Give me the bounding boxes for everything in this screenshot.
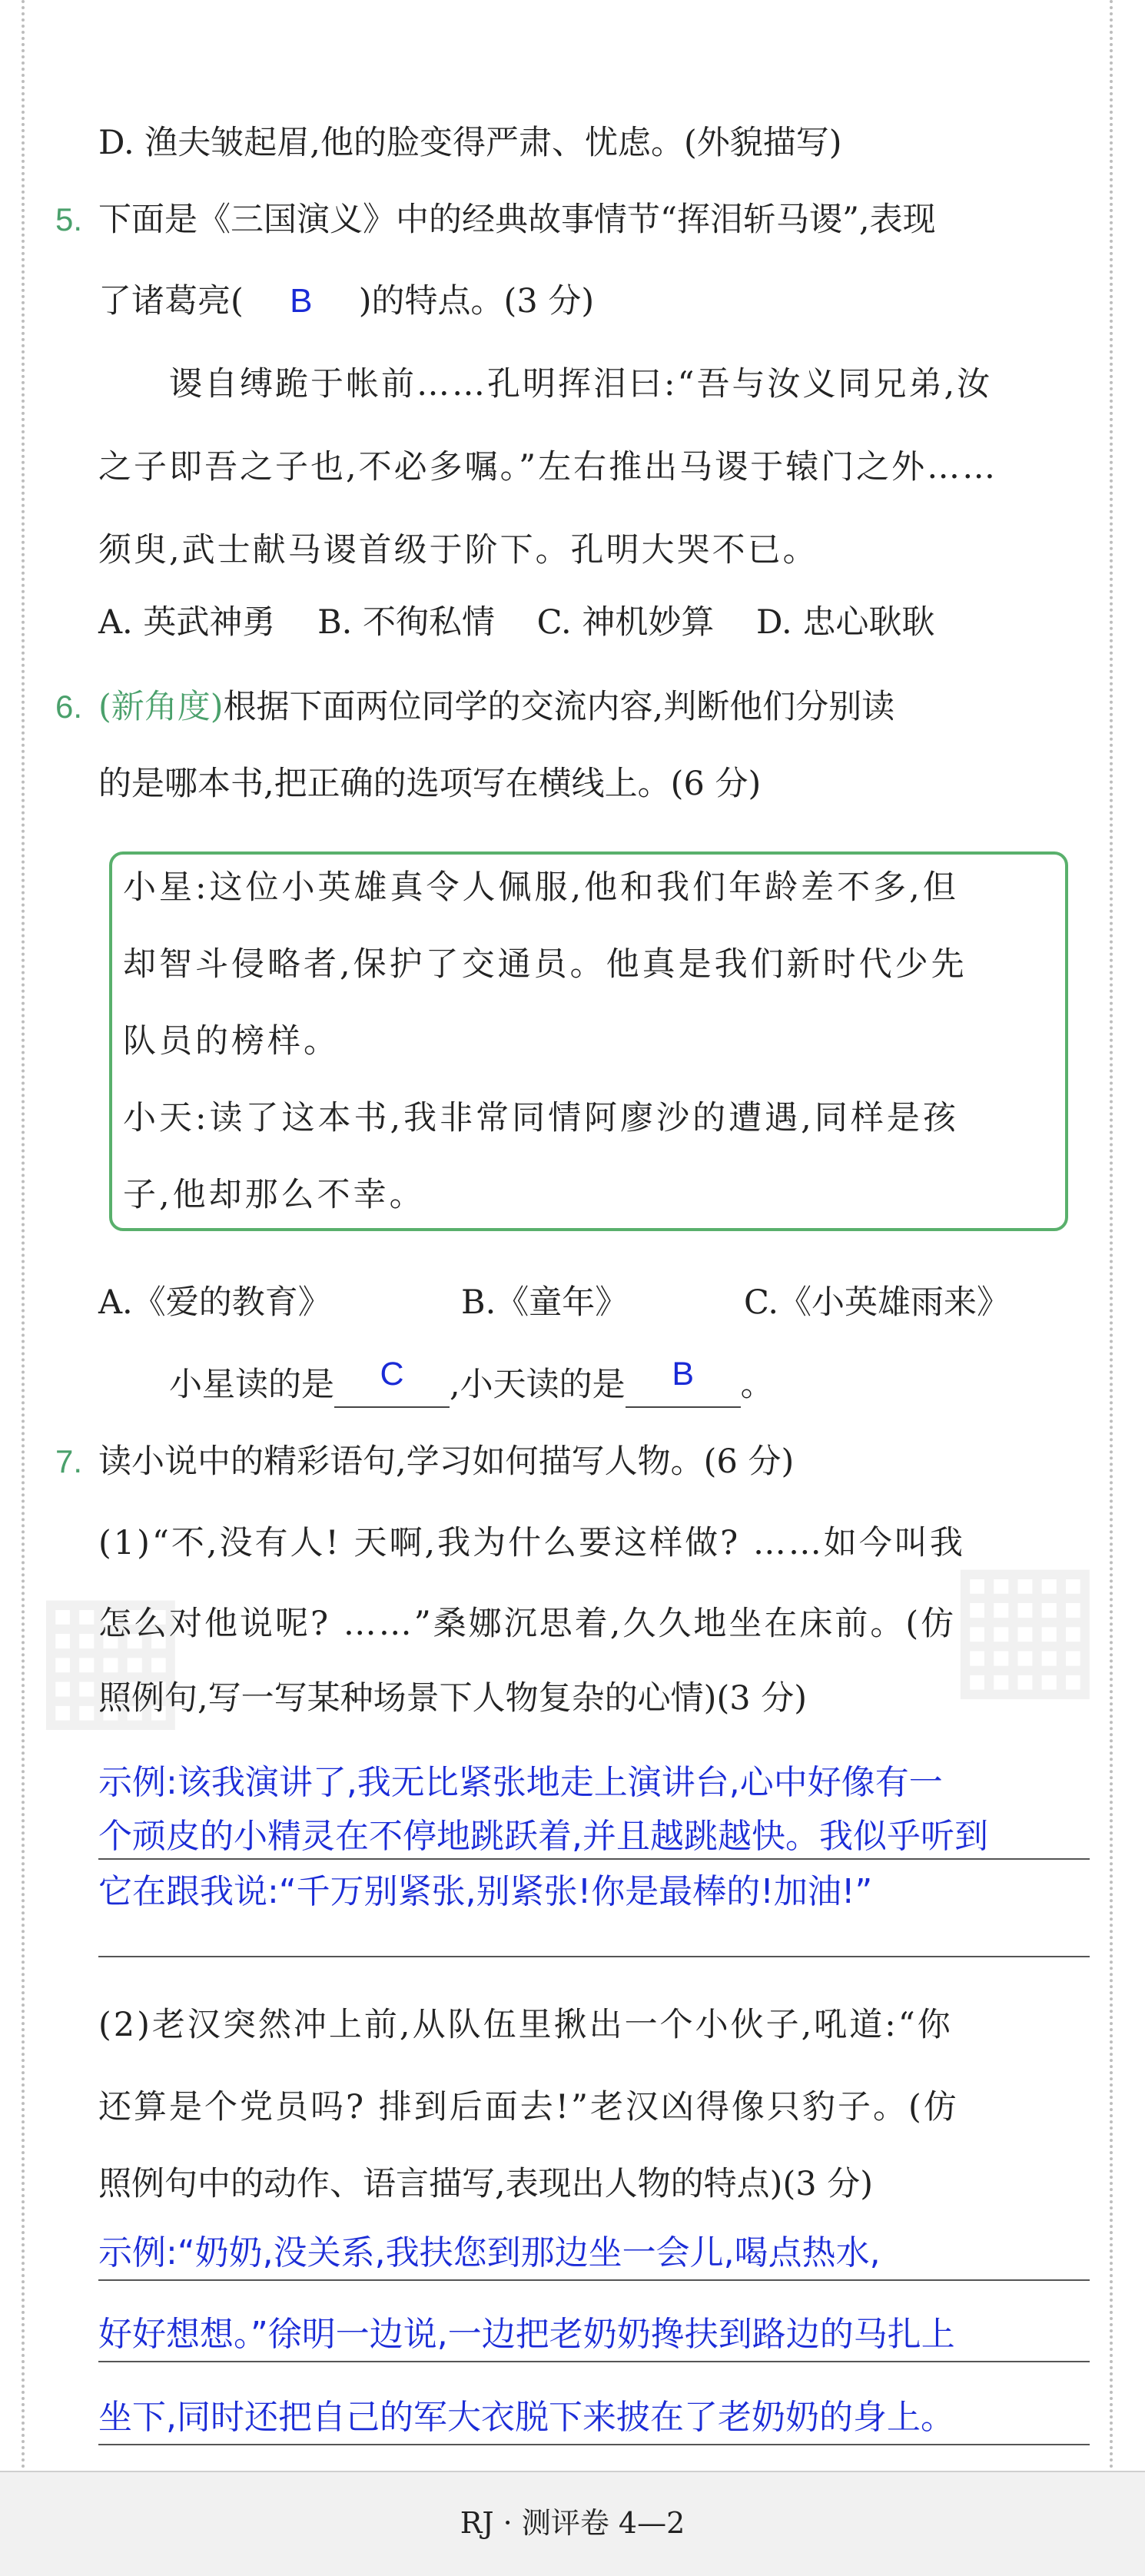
q6-prompt-line1: [98, 684, 894, 730]
q6-option-b: B.《童年》: [461, 1283, 629, 1322]
q5-prompt-text: 了诸葛亮(: [98, 282, 244, 320]
handwritten-answer-line: 它在跟我说:“千万别紧张,别紧张!你是最棒的!加油!”: [98, 1872, 873, 1911]
dialogue-line: 子,他却那么不幸。: [123, 1176, 426, 1214]
watermark: ▦: [945, 1522, 1105, 1718]
q7-p1-line: (1)“不,没有人! 天啊,我为什么要这样做? ……如今叫我: [98, 1524, 965, 1562]
q4-option-d: D. 渔夫皱起眉,他的脸变得严肃、忧虑。(外貌描写): [98, 124, 842, 162]
right-margin-dotted-line: [1110, 0, 1113, 2471]
answer-rule-line: [98, 2279, 1090, 2281]
dialogue-line: 队员的榜样。: [123, 1022, 340, 1061]
handwritten-answer-line: 示例:该我演讲了,我无比紧张地走上演讲台,心中好像有一: [98, 1763, 943, 1802]
question-number: 6.: [55, 689, 83, 725]
answer-rule-line: [98, 2444, 1090, 2445]
q5-passage-line: 谡自缚跪于帐前……孔明挥泪曰:“吾与汝义同兄弟,汝: [169, 365, 993, 403]
dialogue-line: 小天:读了这本书,我非常同情阿廖沙的遭遇,同样是孩: [123, 1099, 959, 1137]
q5-prompt-line1: 下面是《三国演义》中的经典故事情节“挥泪斩马谡”,表现: [98, 201, 936, 239]
handwritten-answer-line: 个顽皮的小精灵在不停地跳跃着,并且越跳越快。我似乎听到: [98, 1817, 988, 1856]
q7-p2-line: (2)老汉突然冲上前,从队伍里揪出一个小伙子,吼道:“你: [98, 2006, 953, 2044]
q6-answer-1: C: [380, 1356, 404, 1393]
q5-answer: B: [290, 282, 313, 320]
q7-p2-line: 照例句中的动作、语言描写,表现出人物的特点)(3 分): [98, 2165, 874, 2203]
footer-page-label: RJ · 测评卷 4—2: [460, 2506, 685, 2540]
question-number: 7.: [55, 1443, 83, 1479]
q6-fill-end: 。: [740, 1366, 774, 1404]
handwritten-answer-line: 坐下,同时还把自己的军大衣脱下来披在了老奶奶的身上。: [98, 2398, 954, 2437]
handwritten-answer-line: 好好想想。”徐明一边说,一边把老奶奶搀扶到路边的马扎上: [98, 2315, 955, 2354]
watermark: ▦: [31, 1552, 191, 1749]
q6-fill-line: [169, 1356, 774, 1408]
q6-option-a: A.《爱的教育》: [98, 1283, 331, 1322]
q7-p2-line: 还算是个党员吗? 排到后面去!”老汉凶得像只豹子。(仿: [98, 2088, 959, 2126]
q6-answer-blank-1: [334, 1356, 450, 1408]
q5-passage-line: 之子即吾之子也,不必多嘱。”左右推出马谡于辕门之外……: [98, 448, 998, 486]
q6-fill-label-2: ,小天读的是: [450, 1366, 626, 1404]
q7-title: 读小说中的精彩语句,学习如何描写人物。(6 分): [98, 1442, 795, 1481]
q5-prompt-line2: [98, 278, 594, 324]
q6-fill-label-1: 小星读的是: [169, 1366, 334, 1404]
q5-options: A. 英武神勇 B. 不徇私情 C. 神机妙算 D. 忠心耿耿: [98, 603, 935, 642]
q6-answer-blank-2: [626, 1356, 741, 1408]
answer-rule-line: [98, 1956, 1090, 1957]
dialogue-line: 却智斗侵略者,保护了交通员。他真是我们新时代少先: [123, 945, 967, 984]
question-number: 5.: [55, 201, 83, 237]
q6-option-c: C.《小英雄雨来》: [744, 1283, 1011, 1322]
answer-rule-line: [98, 2361, 1090, 2362]
q7-p1-line: 照例句,写一写某种场景下人物复杂的心情)(3 分): [98, 1679, 808, 1718]
q5-prompt-text-end: )的特点。(3 分): [358, 282, 595, 320]
q7-p1-line: 怎么对他说呢? ……”桑娜沉思着,久久地坐在床前。(仿: [98, 1605, 957, 1643]
q6-prompt-line2: 的是哪本书,把正确的选项写在横线上。(6 分): [98, 765, 762, 803]
new-angle-tag: (新角度): [98, 688, 224, 726]
q6-prompt-text: 根据下面两位同学的交流内容,判断他们分别读: [223, 688, 895, 726]
answer-rule-line: [98, 1858, 1090, 1860]
q5-passage-line: 须臾,武士献马谡首级于阶下。孔明大哭不已。: [98, 531, 818, 569]
handwritten-answer-line: 示例:“奶奶,没关系,我扶您到那边坐一会儿,喝点热水,: [98, 2233, 881, 2272]
q6-answer-2: B: [672, 1356, 695, 1393]
left-margin-dotted-line: [22, 0, 25, 2471]
dialogue-line: 小星:这位小英雄真令人佩服,他和我们年龄差不多,但: [123, 868, 959, 907]
